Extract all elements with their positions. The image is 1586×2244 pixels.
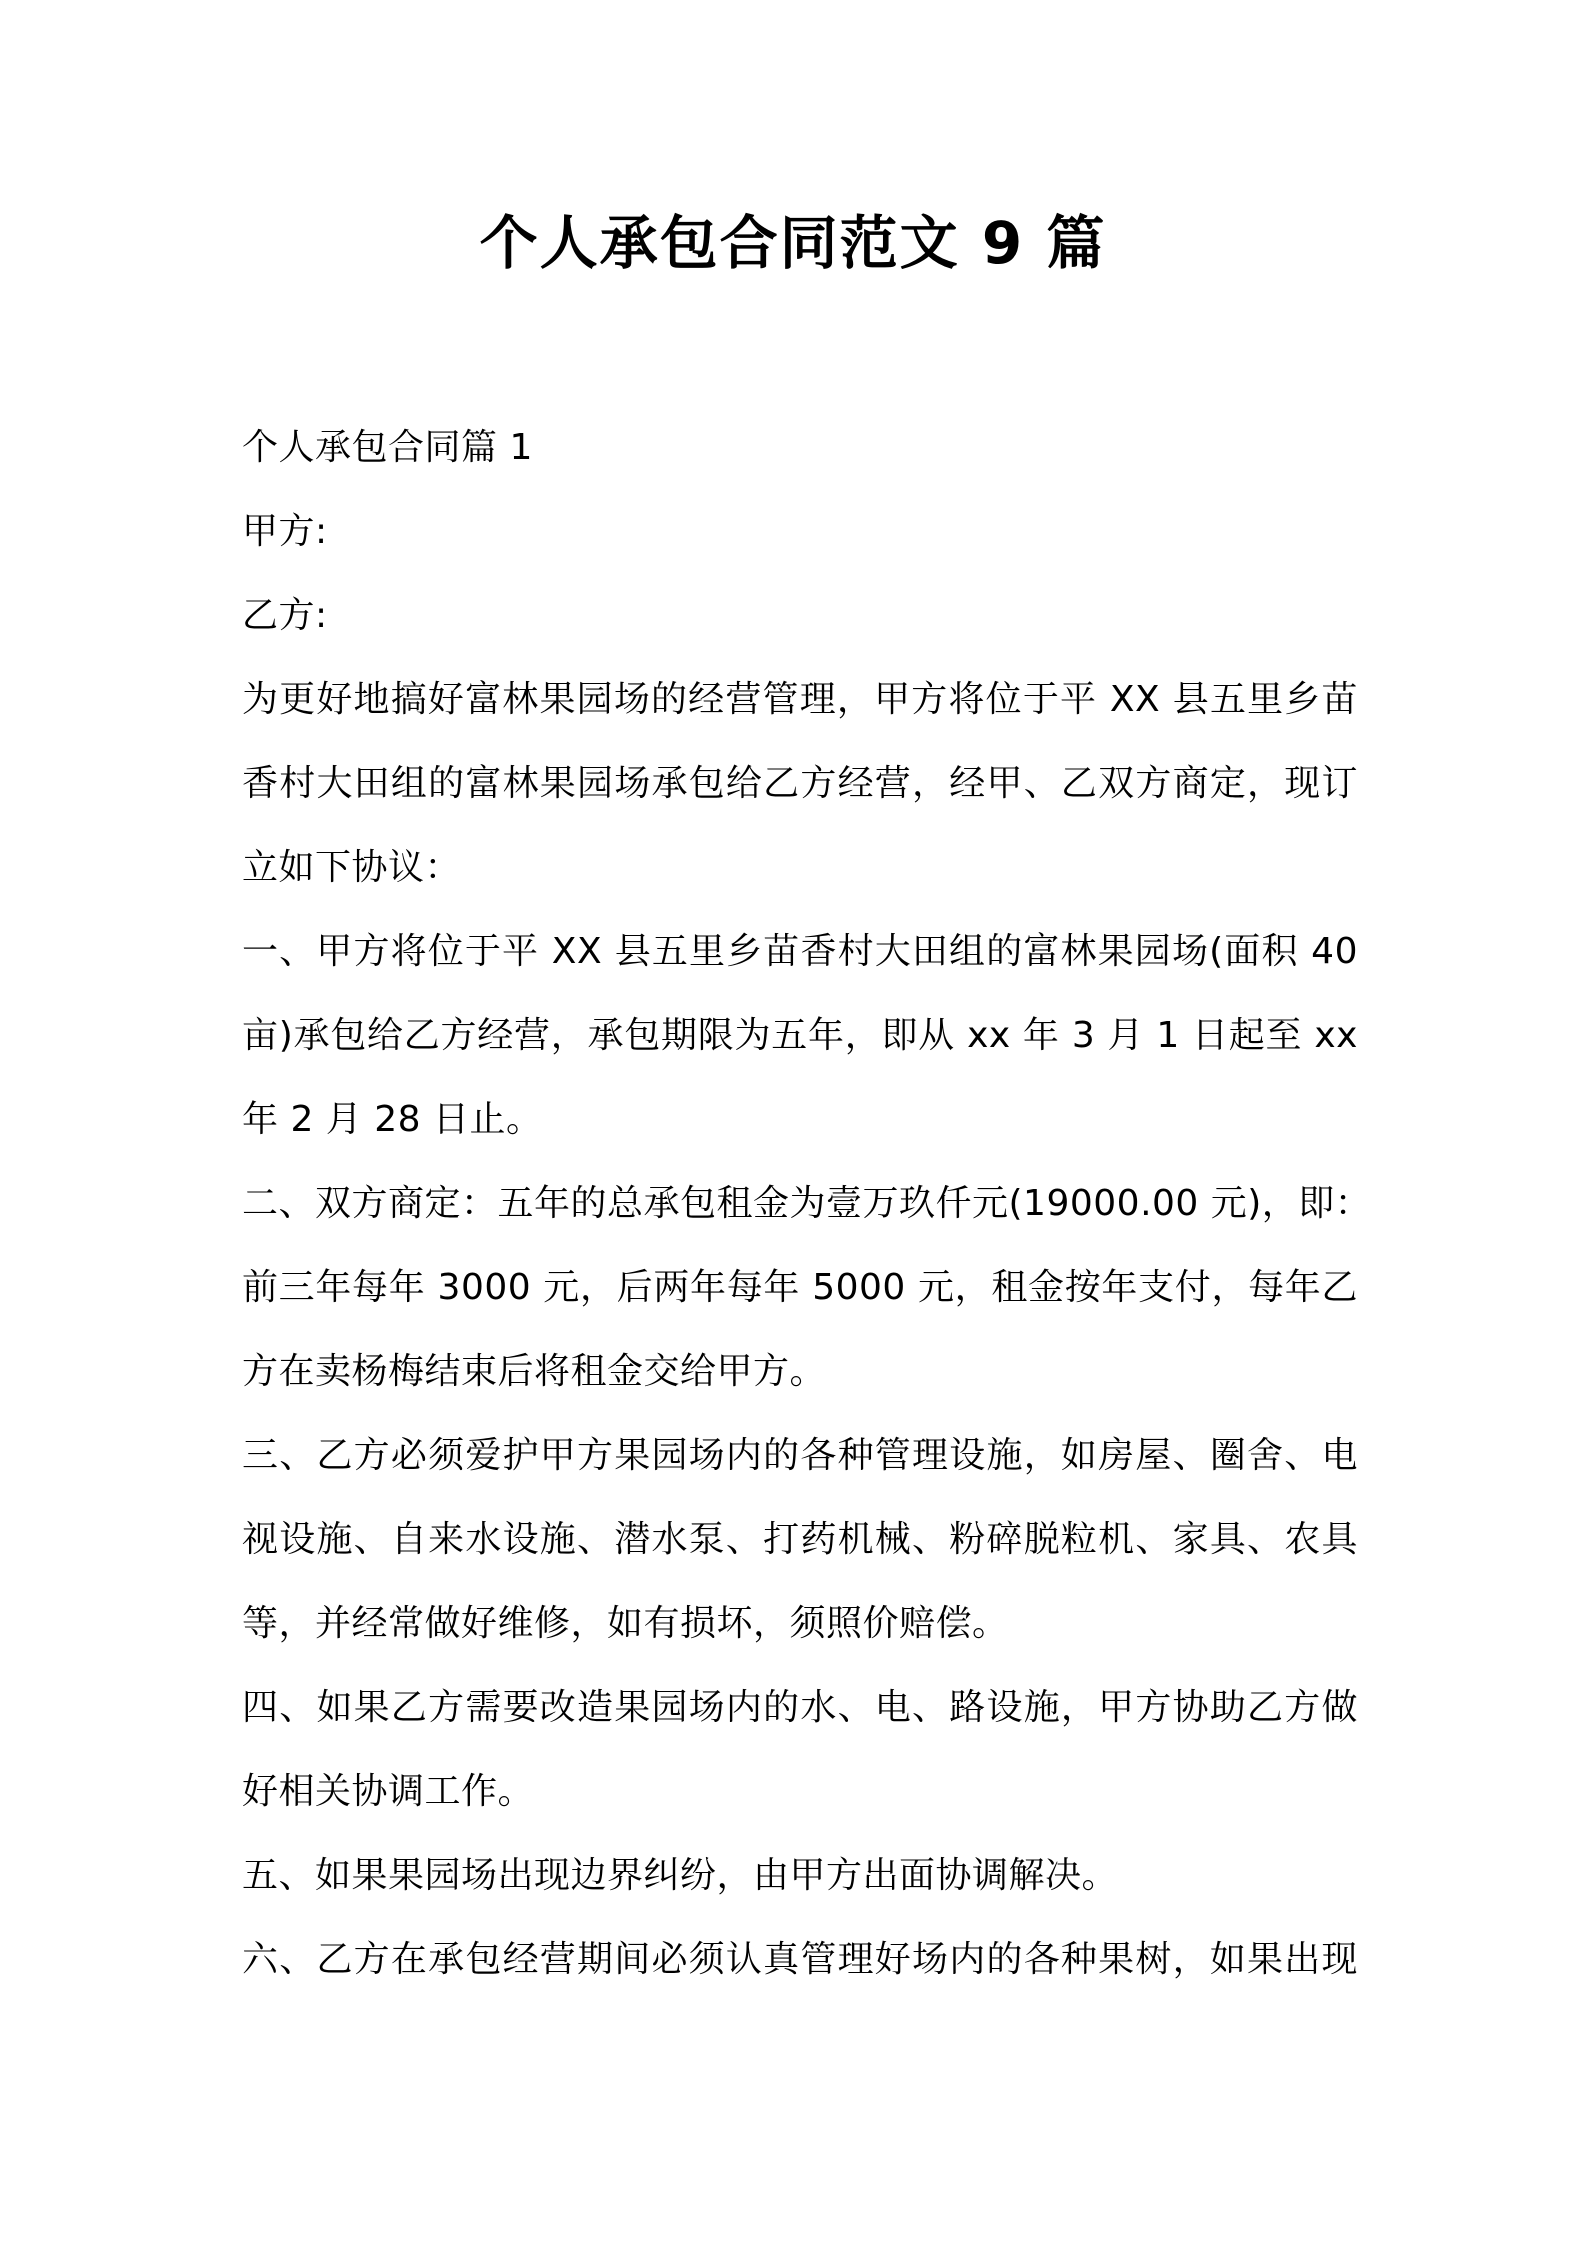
clause-6-line: 六、乙方在承包经营期间必须认真管理好场内的各种果树，如果出现: [242, 1939, 1358, 1980]
section-heading: 个人承包合同篇 1: [242, 427, 533, 468]
paragraph-line: 为更好地搞好富林果园场的经营管理，甲方将位于平 XX 县五里乡苗: [242, 679, 1358, 720]
clause-1-line: 一、甲方将位于平 XX 县五里乡苗香村大田组的富林果园场(面积 40: [242, 931, 1358, 972]
clause-2-line: 二、双方商定：五年的总承包租金为壹万玖仟元(19000.00 元)，即：: [242, 1183, 1372, 1224]
clause-3-line: 视设施、自来水设施、潜水泵、打药机械、粉碎脱粒机、家具、农具: [242, 1519, 1358, 1560]
paragraph-line: 立如下协议：: [242, 847, 462, 888]
clause-3-line: 三、乙方必须爱护甲方果园场内的各种管理设施，如房屋、圈舍、电: [242, 1435, 1358, 1476]
document-body: [242, 406, 1372, 2002]
clause-2-line: 前三年每年 3000 元，后两年每年 5000 元，租金按年支付，每年乙: [242, 1267, 1358, 1308]
document-title: 个人承包合同范文 9 篇: [479, 209, 1107, 277]
clause-4-line: 好相关协调工作。: [242, 1771, 535, 1812]
clause-2-line: 方在卖杨梅结束后将租金交给甲方。: [242, 1351, 827, 1392]
clause-1-line: 亩)承包给乙方经营，承包期限为五年，即从 xx 年 3 月 1 日起至 xx: [242, 1015, 1358, 1056]
paragraph-line: 香村大田组的富林果园场承包给乙方经营，经甲、乙双方商定，现订: [242, 763, 1358, 804]
clause-5-line: 五、如果果园场出现边界纠纷，由甲方出面协调解决。: [242, 1855, 1119, 1896]
party-b-line: 乙方:: [242, 595, 328, 636]
clause-4-line: 四、如果乙方需要改造果园场内的水、电、路设施，甲方协助乙方做: [242, 1687, 1358, 1728]
clause-1-line: 年 2 月 28 日止。: [242, 1099, 543, 1140]
party-a-line: 甲方:: [242, 511, 328, 552]
clause-3-line: 等，并经常做好维修，如有损坏，须照价赔偿。: [242, 1603, 1009, 1644]
